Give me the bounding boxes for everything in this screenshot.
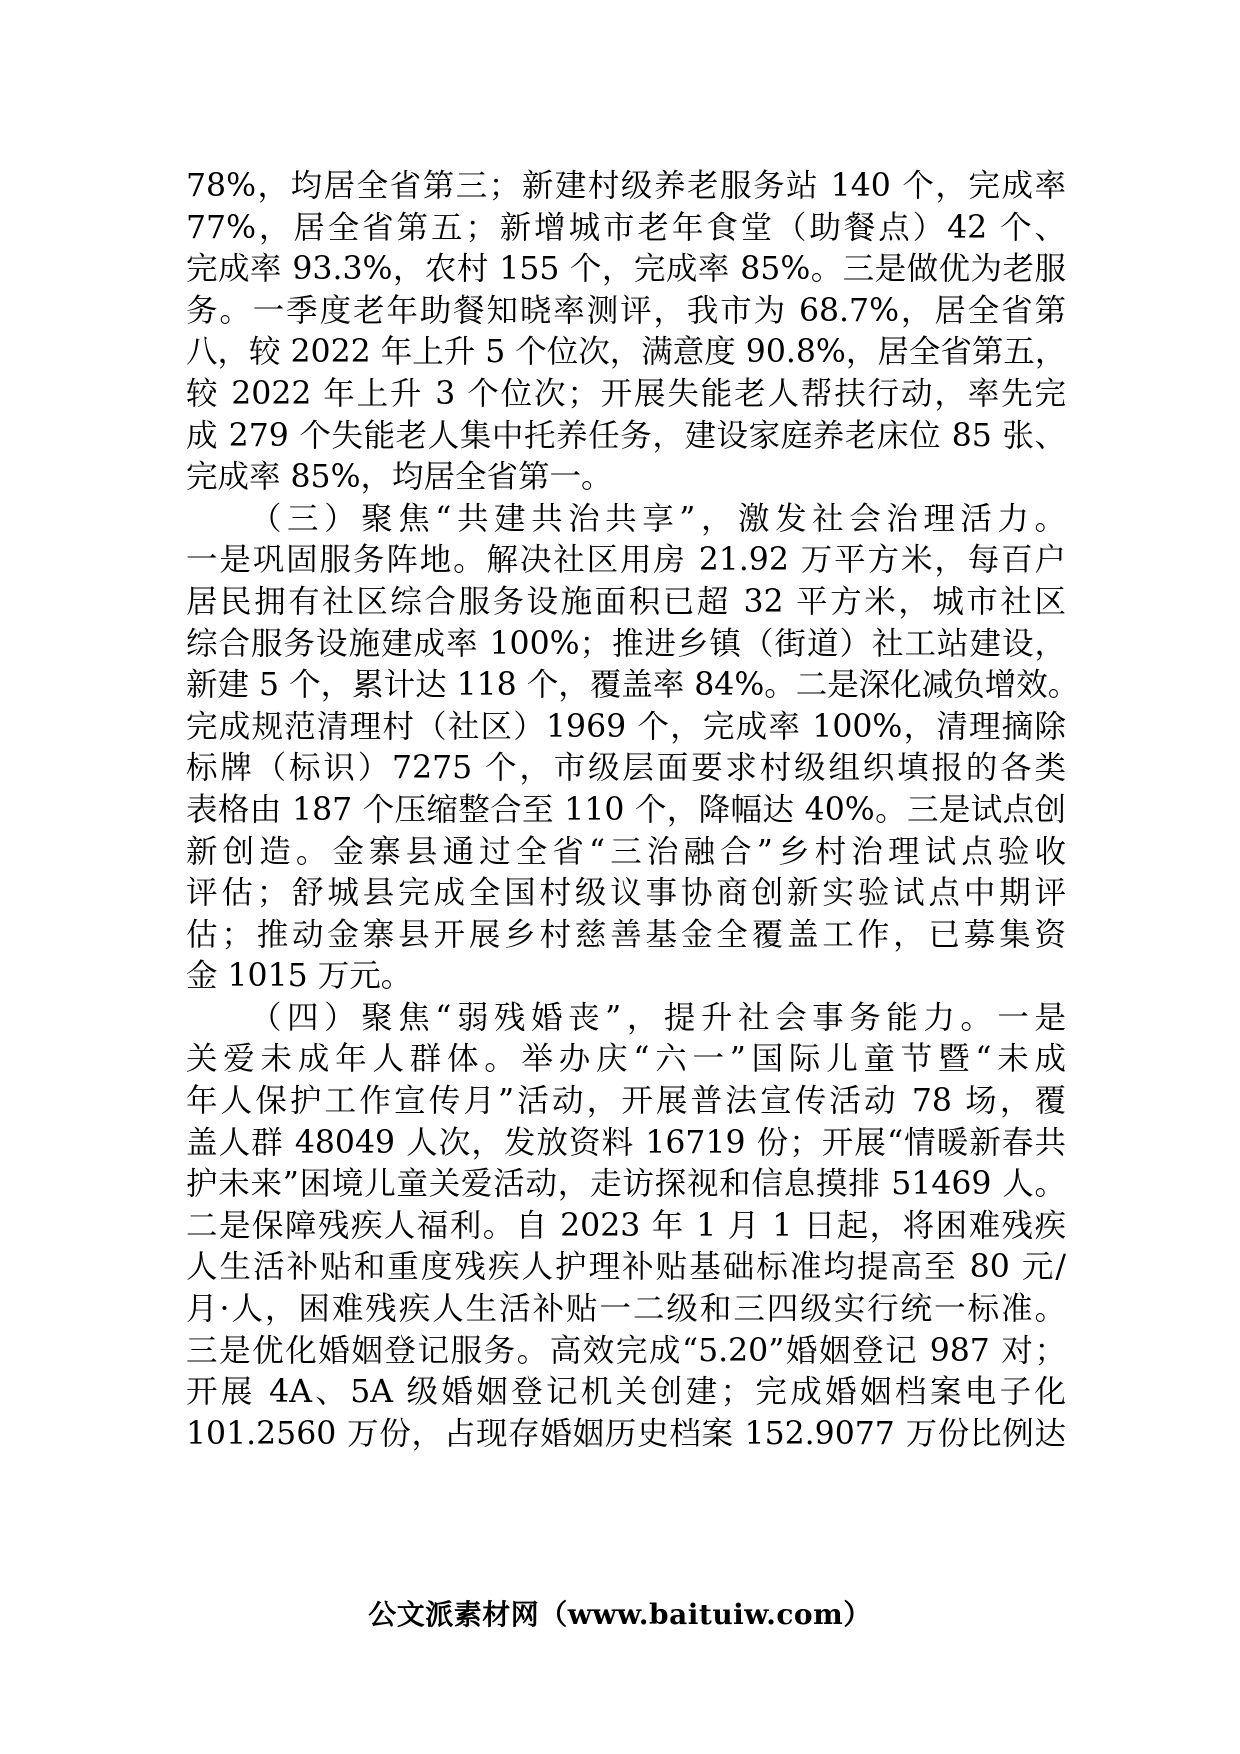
- text-line: 新建 5 个，累计达 118 个，覆盖率 84%。二是深化减负增效。: [186, 667, 1080, 704]
- text-line: 完成率 93.3%，农村 155 个，完成率 85%。三是做优为老服: [186, 251, 1066, 288]
- text-line: 八，较 2022 年上升 5 个位次，满意度 90.8%，居全省第五，: [186, 334, 1067, 371]
- text-line: 务。一季度老年助餐知晓率测评，我市为 68.7%，居全省第: [186, 292, 1066, 329]
- text-line: 估；推动金寨县开展乡村慈善基金全覆盖工作，已募集资: [186, 916, 1066, 953]
- text-line: 表格由 187 个压缩整合至 110 个，降幅达 40%。三是试点创: [186, 791, 1066, 828]
- section-heading-line: （四）聚焦“弱残婚丧”，提升社会事务能力。一是: [250, 999, 1066, 1036]
- text-line: 77%，居全省第五；新增城市老年食堂（助餐点）42 个、: [186, 209, 1066, 246]
- text-line: 较 2022 年上升 3 个位次；开展失能老人帮扶行动，率先完: [186, 375, 1066, 412]
- text-line: 年人保护工作宣传月”活动，开展普法宣传活动 78 场，覆: [186, 1083, 1066, 1120]
- text-line: 关爱未成年人群体。举办庆“六一”国际儿童节暨“未成: [186, 1041, 1066, 1078]
- text-line: 一是巩固服务阵地。解决社区用房 21.92 万平方米，每百户: [186, 542, 1066, 579]
- document-body: [186, 166, 1080, 1455]
- text-line: 78%，均居全省第三；新建村级养老服务站 140 个，完成率: [186, 168, 1066, 204]
- text-line: 新创造。金寨县通过全省“三治融合”乡村治理试点验收: [186, 833, 1066, 870]
- text-line: 完成率 85%，均居全省第一。: [186, 459, 613, 496]
- text-line: 综合服务设施建成率 100%；推进乡镇（街道）社工站建设，: [186, 625, 1066, 662]
- text-line: 标牌（标识）7275 个，市级层面要求村级组织填报的各类: [186, 750, 1066, 787]
- text-line: 月·人，困难残疾人生活补贴一二级和三四级实行统一标准。: [186, 1291, 1066, 1328]
- text-line: 三是优化婚姻登记服务。高效完成“5.20”婚姻登记 987 对；: [186, 1332, 1066, 1369]
- text-line: 盖人群 48049 人次，发放资料 16719 份；开展“情暖新春共: [186, 1124, 1066, 1161]
- text-line: 101.2560 万份，占现存婚姻历史档案 152.9077 万份比例达: [186, 1415, 1066, 1452]
- text-line: 完成规范清理村（社区）1969 个，完成率 100%，清理摘除: [186, 708, 1066, 745]
- paragraph-social-affairs: [186, 998, 1066, 1456]
- text-line: 金 1015 万元。: [186, 958, 413, 995]
- paragraph-social-governance: [186, 499, 1080, 998]
- text-line: 成 279 个失能老人集中托养任务，建设家庭养老床位 85 张、: [186, 417, 1066, 454]
- text-line: 二是保障残疾人福利。自 2023 年 1 月 1 日起，将困难残疾: [186, 1207, 1066, 1244]
- paragraph-elderly-services: [186, 166, 1066, 499]
- section-heading-line: （三）聚焦“共建共治共享”，激发社会治理活力。: [250, 500, 1066, 537]
- text-line: 居民拥有社区综合服务设施面积已超 32 平方米，城市社区: [186, 583, 1066, 620]
- text-line: 评估；舒城县完成全国村级议事协商创新实验试点中期评: [186, 875, 1066, 912]
- text-line: 人生活补贴和重度残疾人护理补贴基础标准均提高至 80 元/: [186, 1249, 1066, 1286]
- text-line: 护未来”困境儿童关爱活动，走访探视和信息摸排 51469 人。: [186, 1166, 1066, 1203]
- text-line: 开展 4A、5A 级婚姻登记机关创建；完成婚姻档案电子化: [186, 1374, 1066, 1411]
- page-footer: 公文派素材网（www.baituiw.com）: [368, 1598, 872, 1631]
